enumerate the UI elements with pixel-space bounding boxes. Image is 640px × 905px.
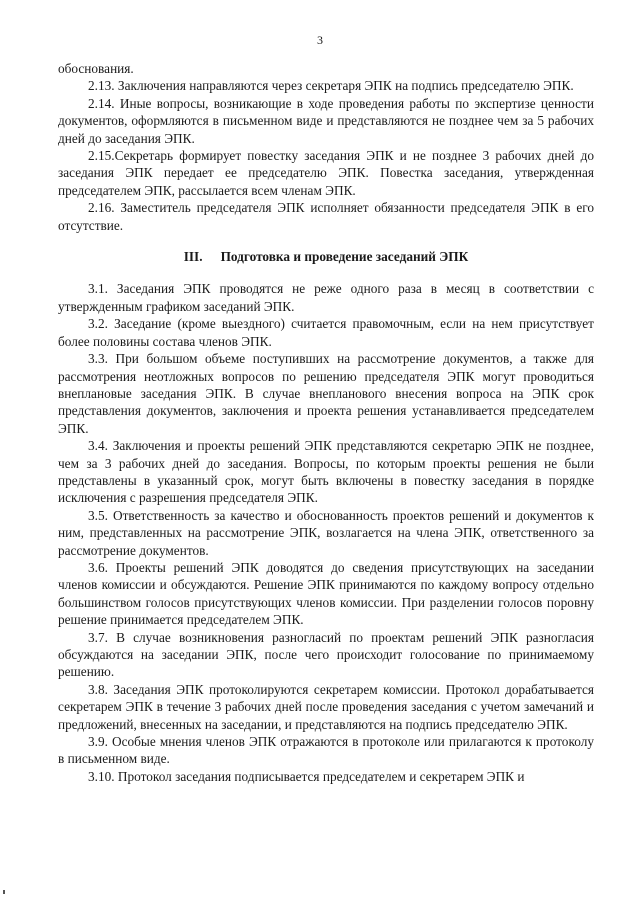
section-3-number: III.	[183, 249, 203, 265]
document-body	[58, 60, 594, 785]
clause-3-7: 3.7. В случае возникновения разногласий по проектам решений ЭПК разногласия обсуждаются на заседании ЭПК, после чего происходит голосование по принимаемому решению.	[58, 629, 594, 680]
clause-3-5: 3.5. Ответственность за качество и обоснованность проектов решений и документов к ним, представленных на рассмотрение ЭПК, возлагается на члена ЭПК, ответственного за рассмотрение документов.	[58, 507, 594, 558]
clause-3-8: 3.8. Заседания ЭПК протоколируются секретарем комиссии. Протокол дорабатывается секретарем ЭПК в течение 3 рабочих дней после проведения заседания с учетом замечаний и предложений, внесенных на заседании, и представляются на подпись председателю ЭПК.	[58, 681, 594, 732]
clause-2-14: 2.14. Иные вопросы, возникающие в ходе проведения работы по экспертизе ценности документов, оформляются в письменном виде и представляются не позднее чем за 5 рабочих дней до заседания ЭПК.	[58, 95, 594, 146]
clause-3-6: 3.6. Проекты решений ЭПК доводятся до сведения присутствующих на заседании членов комиссии и обсуждаются. Решение ЭПК принимаются по каждому вопросу отдельно большинством голосов присутствующих членов комиссии. При разделении голосов поровну решение принимается председателем ЭПК.	[58, 559, 594, 628]
scan-artifact	[3, 890, 5, 894]
clause-3-3: 3.3. При большом объеме поступивших на рассмотрение документов, а также для рассмотрения неотложных вопросов по решению председателя ЭПК могут проводиться внеплановые заседания ЭПК. В случае внепланового внесения вопроса на ЭПК срок представления документов, заключения и проекта решения устанавливается председателем ЭПК.	[58, 351, 594, 436]
clause-2-13: 2.13. Заключения направляются через секретаря ЭПК на подпись председателю ЭПК.	[88, 78, 574, 94]
section-3-heading	[58, 248, 594, 265]
clause-3-1: 3.1. Заседания ЭПК проводятся не реже одного раза в месяц в соответствии с утвержденным графиком заседаний ЭПК.	[58, 281, 594, 314]
clause-3-4: 3.4. Заключения и проекты решений ЭПК представляются секретарю ЭПК не позднее, чем за 3 рабочих дней до заседания. Вопросы, по которым проекты решения не были представлены в указанный срок, могут быть включены в повестку заседания в порядке исключения с разрешения председателя ЭПК.	[58, 438, 594, 506]
page-number: 3	[317, 33, 323, 47]
intro-fragment: обоснования.	[58, 61, 134, 76]
clause-3-9: 3.9. Особые мнения членов ЭПК отражаются в протоколе или прилагаются к протоколу в письменном виде.	[58, 734, 594, 767]
section-3-title: Подготовка и проведение заседаний ЭПК	[220, 249, 469, 265]
clause-2-16: 2.16. Заместитель председателя ЭПК исполняет обязанности председателя ЭПК в его отсутствие.	[58, 200, 594, 233]
clause-2-15: 2.15.Секретарь формирует повестку заседания ЭПК и не позднее 3 рабочих дней до заседания ЭПК передает ее председателю ЭПК. Повестка заседания, утвержденная председателем ЭПК, рассылается всем членам ЭПК.	[58, 148, 594, 198]
clause-3-10: 3.10. Протокол заседания подписывается председателем и секретарем ЭПК и	[88, 768, 525, 784]
clause-3-2: 3.2. Заседание (кроме выездного) считается правомочным, если на нем присутствует более половины состава членов ЭПК.	[58, 316, 594, 349]
